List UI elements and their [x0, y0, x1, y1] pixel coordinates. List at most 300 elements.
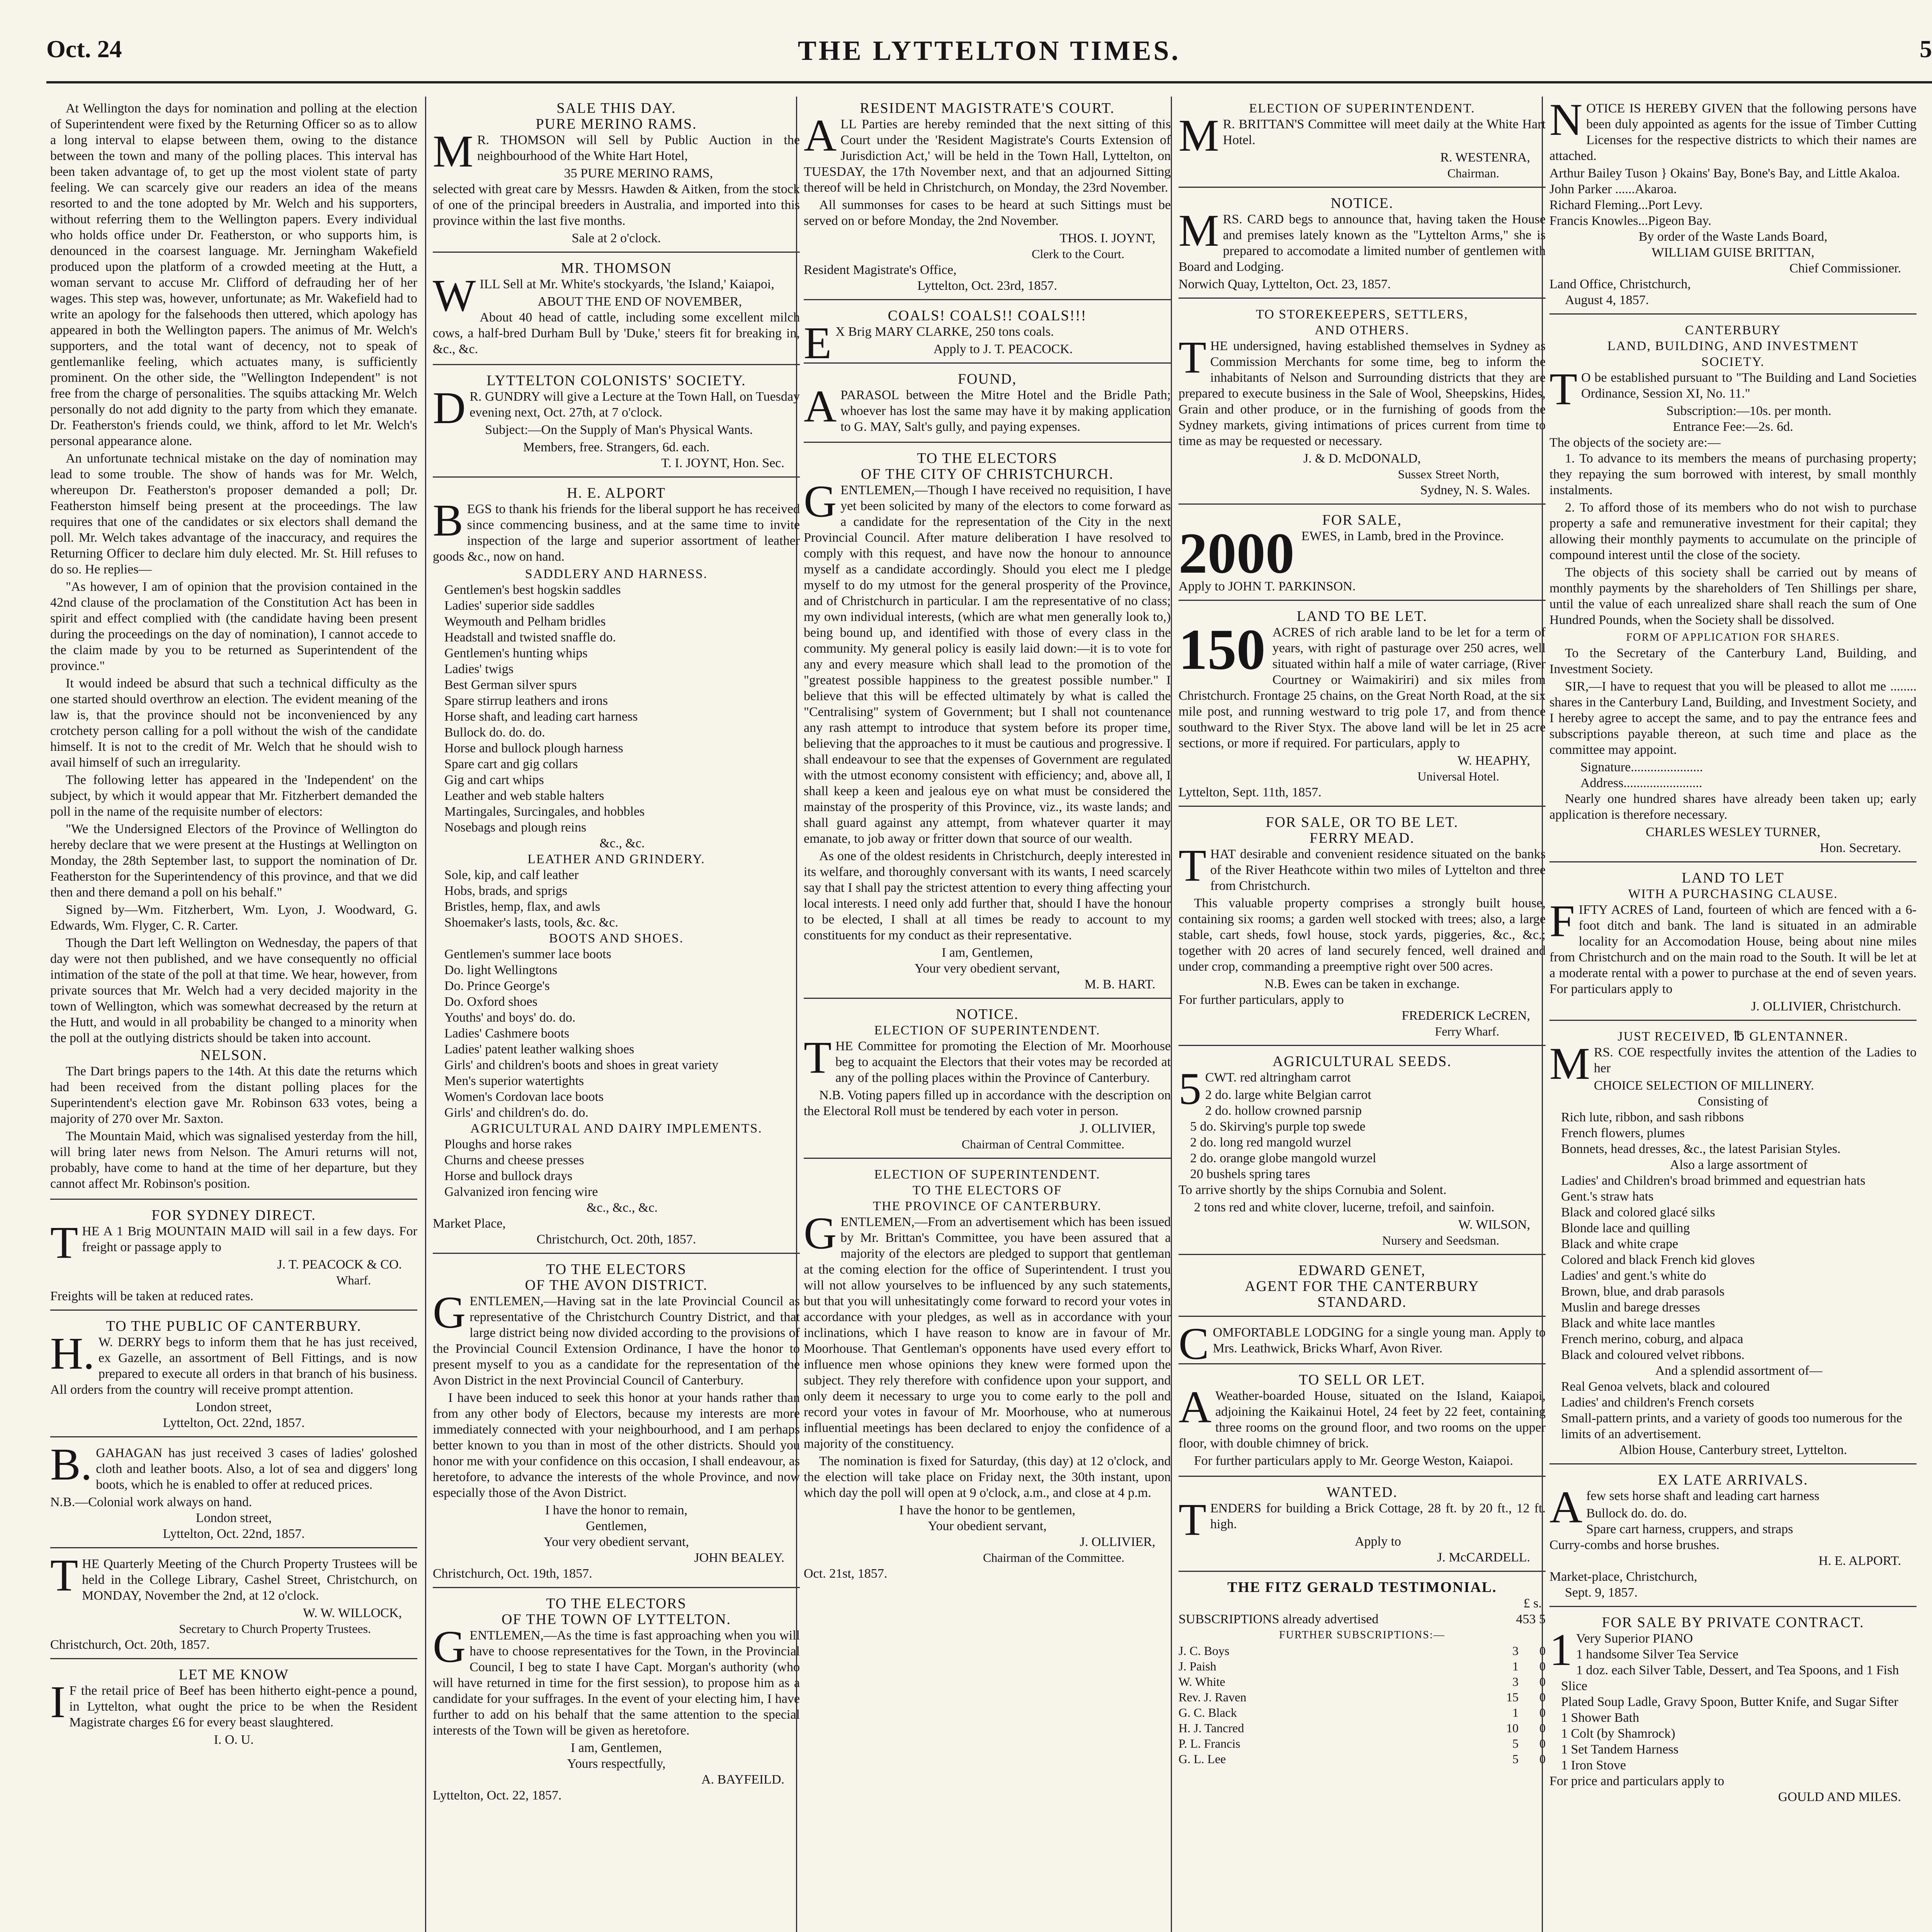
- advert-building-society: [1549, 318, 1917, 862]
- advert-coe-millinery: [1549, 1025, 1917, 1464]
- subscriber-name: P. L. Francis: [1179, 1736, 1240, 1750]
- advert-body: LL Parties are hereby reminded that the next sitting of this Court under the 'Resident Magistrate's Courts Extension of Jurisdiction Act,' will be held in the Town Hall, Lyttelton, on TUESDAY, the 17th November next, and that an adjourned Sitting thereof will be held in Christchurch, on Monday, the 23rd November.: [804, 117, 1171, 195]
- advert-heading: EDWARD GENET,: [1298, 1262, 1426, 1279]
- list-item: Sole, kip, and calf leather: [444, 868, 579, 882]
- table-row: [1179, 1751, 1546, 1767]
- advert-signature: A. BAYFEILD.: [701, 1772, 784, 1787]
- advert-heading: OF THE TOWN OF LYTTELTON.: [501, 1611, 731, 1628]
- drop-cap: T: [1179, 332, 1207, 383]
- shillings: 0: [1539, 1752, 1546, 1766]
- advert-line: 35 PURE MERINO RAMS,: [564, 166, 713, 180]
- fitzgerald-testimonial: [1179, 1576, 1546, 1772]
- closing-line: Your very obedient servant,: [914, 961, 1060, 976]
- list-item: Best German silver spurs: [444, 678, 577, 692]
- advert-line: Entrance Fee:—2s. 6d.: [1673, 420, 1793, 434]
- advert-heading: TO THE ELECTORS: [546, 1595, 687, 1612]
- news-paragraph: Though the Dart left Wellington on Wednesday, the papers of that day were not then published, and we have consequently no official intimation of the state of the poll at that time. We hear, however, from private sources that Mr. Welch had a very decided majority in the town of Wellington, which was somewhat decreased by the return at the Hutt, and would in all probability be changed to a minority when the poll at the outlying districts should be taken into account.: [50, 936, 417, 1045]
- advert-body: HE Committee for promoting the Election of Mr. Moorhouse beg to acquaint the Electors that their votes may be recorded at any of the polling places within the Province of Canterbury.: [835, 1039, 1171, 1085]
- pounds: 3: [1512, 1644, 1519, 1658]
- list-item: Ladies' Cashmere boots: [444, 1026, 570, 1041]
- advert-body: SIR,—I have to request that you will be pleased to allot me ........ shares in the Canterbury Land, Building, and Investment Society, and I hereby agree to accept the same, and to pay the entrance fees and subscriptions payable thereon, at such time and place as the committee may appoint.: [1549, 679, 1917, 757]
- list-item: Black and white lace mantles: [1561, 1316, 1715, 1330]
- subscriptions-total-value: 453 5: [1516, 1612, 1546, 1626]
- advert-heading: TO THE ELECTORS: [546, 1261, 687, 1277]
- closing-line: I have the honor to remain,: [545, 1503, 688, 1517]
- table-row: [1179, 1689, 1546, 1705]
- advert-heading: SALE THIS DAY.: [556, 100, 676, 116]
- drop-cap: T: [50, 1217, 78, 1268]
- drop-cap: G: [433, 1287, 466, 1338]
- list-item: 5 do. Skirving's purple top swede: [1190, 1119, 1366, 1134]
- subscriber-name: Rev. J. Raven: [1179, 1690, 1247, 1704]
- list-item: Horse shaft, and leading cart harness: [444, 709, 638, 724]
- advert-heading: CANTERBURY: [1685, 323, 1781, 337]
- advert-heading: TO STOREKEEPERS, SETTLERS,: [1256, 307, 1468, 321]
- advert-body: I have been induced to seek this honor at your hands rather than from any other body of Electors, because my interests are more immediately connected with your neighbourhood, and I am perhaps better known to you than in most of the other districts. Should you honor me with your confidence on this occasion, I shall endeavour, as heretofore, to advance the interests of the whole Province, and now especially those of the Avon District.: [433, 1391, 800, 1500]
- subscriber-name: W. White: [1179, 1675, 1225, 1689]
- advert-date: August 4, 1857.: [1565, 293, 1649, 307]
- advert-purchasing-clause: [1549, 866, 1917, 1021]
- list-item: Horse and bullock plough harness: [444, 741, 623, 755]
- agent-row: Francis Knowles...Pigeon Bay.: [1549, 214, 1711, 228]
- list-item: Ploughs and horse rakes: [444, 1137, 572, 1151]
- advert-body: About 40 head of cattle, including some excellent milch cows, a half-bred Durham Bull by 'Duke,' steers fit for breaking in, &c., &c.: [433, 310, 800, 356]
- goods-list: [433, 867, 800, 930]
- list-item: Girls' and children's boots and shoes in great variety: [444, 1058, 719, 1072]
- list-item: Ladies' and children's French corsets: [1561, 1395, 1754, 1410]
- list-item: 20 bushels spring tares: [1190, 1167, 1310, 1181]
- column-2: [433, 97, 800, 1932]
- closing-line: Yours respectfully,: [567, 1757, 666, 1771]
- subscriber-name: G. L. Lee: [1179, 1752, 1226, 1766]
- advert-date: Christchurch, Oct. 20th, 1857.: [536, 1232, 696, 1247]
- news-paragraph: Signed by—Wm. Fitzherbert, Wm. Lyon, J. Woodward, G. Edwards, Wm. Flyger, C. R. Carter.: [50, 903, 417, 933]
- drop-cap: T: [1549, 364, 1578, 414]
- shillings: 0: [1539, 1644, 1546, 1658]
- drop-cap: 1: [1549, 1624, 1572, 1675]
- table-row: [1179, 1674, 1546, 1689]
- advert-note: Freights will be taken at reduced rates.: [50, 1289, 253, 1303]
- goods-list: [433, 1136, 800, 1216]
- advert-heading: EX LATE ARRIVALS.: [1658, 1472, 1808, 1488]
- advert-body: The objects of this society shall be carried out by means of monthly payments by the shareholders of Ten Shillings per share, until the value of each unrealized share shall reach the sum of One Hundred Pounds, when the Society shall be dissolved.: [1549, 565, 1917, 627]
- list-item: Ladies' patent leather walking shoes: [444, 1042, 634, 1056]
- news-paragraph: The Dart brings papers to the 14th. At this date the returns which had been received from the distant polling places for the Superintendent's election gave Mr. Robinson 633 votes, being a majority of 270 over Mr. Saxton.: [50, 1064, 417, 1126]
- advert-heading: ELECTION OF SUPERINTENDENT.: [874, 1167, 1100, 1182]
- advert-date: Lyttelton, Oct. 23rd, 1857.: [917, 279, 1057, 293]
- advert-heading: ELECTION OF SUPERINTENDENT.: [1249, 101, 1475, 116]
- advert-body: 2 tons red and white clover, lucerne, trefoil, and sainfoin.: [1194, 1200, 1495, 1214]
- list-item: Black and colored glacé silks: [1561, 1205, 1715, 1219]
- list-item: Women's Cordovan lace boots: [444, 1090, 604, 1104]
- advert-body: HE undersigned, having established themselves in Sydney as Commission Merchants for some time, beg to inform the inhabitants of Nelson and Surrounding districts that they are prepared to execute business in the Sale of Wool, Sheepskins, Hides, Grain and other produce, or in the furnishing of goods from the Sydney markets, giving intimations of prices current from time to time as may be requested or necessary.: [1179, 339, 1546, 448]
- advert-coals: [804, 304, 1171, 368]
- advert-signature: THOS. I. JOYNT,: [1060, 231, 1155, 245]
- advert-signature: H. E. ALPORT.: [1818, 1554, 1901, 1568]
- list-item: Bullock do. do. do.: [1586, 1506, 1687, 1520]
- advert-body: For further particulars apply to Mr. George Weston, Kaiapoi.: [1194, 1454, 1513, 1468]
- advert-signature: I. O. U.: [214, 1733, 254, 1747]
- advert-date: Christchurch, Oct. 20th, 1857.: [50, 1638, 210, 1652]
- advert-body: CWT. red altringham carrot: [1205, 1070, 1351, 1085]
- subscriptions-table: [1179, 1643, 1546, 1767]
- advert-heading: LAND TO LET: [1682, 870, 1784, 886]
- newspaper-title: THE LYTTELTON TIMES.: [798, 35, 1181, 66]
- news-paragraph: The following letter has appeared in the 'Independent' on the subject, by which it would appear that Mr. Fitzherbert demanded the poll in the name of the requisite number of electors:: [50, 773, 417, 819]
- drop-cap: A: [1549, 1482, 1583, 1532]
- advert-heading: FOR SALE, OR TO BE LET.: [1265, 814, 1459, 830]
- shillings: 0: [1539, 1675, 1546, 1689]
- list-item: Girls' and children's do. do.: [444, 1105, 588, 1120]
- advert-body: F the retail price of Beef has been hitherto eight-pence a pound, in Lyttelton, what ought the price to be when the Resident Magistrate charges £6 for every beast slaughtered.: [69, 1684, 417, 1730]
- currency-header: £ s.: [1523, 1596, 1542, 1611]
- list-item: 1 Iron Stove: [1561, 1758, 1626, 1772]
- advert-date: Sept. 9, 1857.: [1565, 1585, 1638, 1600]
- big-number: 2000: [1179, 521, 1294, 585]
- advert-body: IFTY ACRES of Land, fourteen of which are fenced with a 6-foot ditch and bank. The land is situated in an admirable locality for an Accomodation House, being about nine miles from Christchurch and on the main road to the South. It will be let at a moderate rental with a power to purchase at the end of seven years. For particulars apply to: [1549, 903, 1917, 996]
- list-item: Bristles, hemp, flax, and awls: [444, 900, 600, 914]
- advert-signature: J. OLLIVIER,: [1080, 1121, 1155, 1136]
- list-item: &c., &c., &c.: [586, 1201, 658, 1215]
- advert-heading: OF THE AVON DISTRICT.: [525, 1277, 708, 1293]
- advert-body: ENTLEMEN,—Having sat in the late Provincial Council as representative of the Christchurch Country District, and that large district being now divided according to the provisions of the Provincial Council Extension Ordinance, I have the honor to present myself to you as a candidate for the representation of the Avon District in the next Provincial Council of Canterbury.: [433, 1294, 800, 1388]
- advert-heading: LYTTELTON COLONISTS' SOCIETY.: [486, 372, 746, 389]
- list-item: Very Superior PIANO: [1576, 1631, 1693, 1646]
- advert-signature-line: Chairman of Central Committee.: [961, 1137, 1124, 1151]
- advert-signature-line: Clerk to the Court.: [1032, 247, 1124, 261]
- column-1: [50, 97, 417, 1932]
- advert-date: Norwich Quay, Lyttelton, Oct. 23, 1857.: [1179, 277, 1391, 291]
- pounds: 1: [1512, 1659, 1519, 1673]
- drop-cap: T: [1179, 840, 1207, 891]
- advert-land-to-let: [1179, 605, 1546, 807]
- advert-signature: R. WESTENRA,: [1440, 150, 1530, 165]
- drop-cap: B.: [50, 1439, 92, 1490]
- list-item: Shoemaker's lasts, tools, &c. &c.: [444, 915, 618, 930]
- list-item: Churns and cheese presses: [444, 1153, 584, 1167]
- list-item: Spare stirrup leathers and irons: [444, 694, 608, 708]
- issue-date: Oct. 24: [46, 35, 122, 63]
- advert-wanted: [1179, 1481, 1546, 1572]
- advert-body: N.B. Voting papers filled up in accordance with the description on the Electoral Roll must be tendered by each voter in person.: [804, 1088, 1171, 1118]
- list-item: Bullock do. do. do.: [444, 725, 545, 740]
- form-heading: FORM OF APPLICATION FOR SHARES.: [1626, 631, 1840, 643]
- advert-heading: H. E. ALPORT: [566, 485, 666, 501]
- list-item: 1 Colt (by Shamrock): [1561, 1726, 1675, 1741]
- advert-body: RS. COE respectfully invites the attention of the Ladies to her: [1594, 1045, 1917, 1075]
- list-item: Brown, blue, and drab parasols: [1561, 1284, 1725, 1299]
- advert-body: HE Quarterly Meeting of the Church Property Trustees will be held in the College Library, Cashel Street, Christchurch, on MONDAY, November the 2nd, at 12 o'clock.: [82, 1557, 417, 1603]
- drop-cap: T: [50, 1550, 78, 1600]
- advert-brittan-committee: [1179, 97, 1546, 188]
- advert-moorhouse-committee: [804, 1003, 1171, 1159]
- list-item: Also a large assortment of: [1670, 1158, 1808, 1172]
- list-item: 2 do. large white Belgian carrot: [1205, 1088, 1371, 1102]
- advert-body: To arrive shortly by the ships Cornubia and Solent.: [1179, 1183, 1447, 1197]
- list-item: Gentlemen's summer lace boots: [444, 947, 611, 961]
- advert-date: Christchurch, Oct. 19th, 1857.: [433, 1566, 592, 1581]
- drop-cap: G: [804, 476, 837, 527]
- goods-list: [433, 946, 800, 1121]
- advert-heading: LET ME KNOW: [179, 1667, 289, 1683]
- advert-heading: TO THE ELECTORS OF: [912, 1183, 1062, 1197]
- advert-heading: SOCIETY.: [1701, 355, 1765, 369]
- advert-address: Resident Magistrate's Office,: [804, 263, 957, 277]
- advert-body: ILL Sell at Mr. White's stockyards, 'the Island,' Kaiapoi,: [480, 277, 774, 291]
- advert-note: N.B.—Colonial work always on hand.: [50, 1495, 252, 1509]
- advert-derry: [50, 1315, 417, 1437]
- list-heading: LEATHER AND GRINDERY.: [527, 852, 705, 866]
- wellington-news: [50, 97, 417, 1200]
- advert-heading: NOTICE.: [956, 1006, 1019, 1022]
- advert-heading: TO SELL OR LET.: [1299, 1372, 1425, 1388]
- list-item: And a splendid assortment of—: [1655, 1364, 1823, 1378]
- big-number: 150: [1179, 617, 1265, 682]
- list-item: Martingales, Surcingales, and hobbles: [444, 804, 645, 819]
- advert-date: Lyttelton, Oct. 22nd, 1857.: [163, 1416, 305, 1430]
- advert-kaiapoi-house: [1179, 1368, 1546, 1477]
- advert-body: ACRES of rich arable land to be let for a term of years, with right of pasturage over 250 acres, well situated within half a mile of water carriage, (River Courtney or Waimakiriri) and six miles from Christchurch. Frontage 25 chains, on the Great North Road, at the six mile post, and running westward to trig pole 17, and from thence southward to the River Styx. The above land will be let in 25 acre sections, or more if required. For particulars, apply to: [1179, 625, 1546, 750]
- advert-address: London street,: [196, 1511, 272, 1525]
- advert-heading: ELECTION OF SUPERINTENDENT.: [874, 1023, 1100, 1037]
- advert-date: Lyttelton, Oct. 22nd, 1857.: [163, 1527, 305, 1541]
- news-paragraph: "We the Undersigned Electors of the Province of Wellington do hereby declare that we were present at the Hustings at Wellington on Monday, the 28th September last, to support the nomination of Dr. Featherston for the Superintendency of this province, and that we did then and there demand a poll on his behalf.": [50, 822, 417, 900]
- advert-body: selected with great care by Messrs. Hawden & Aitken, from the stock of one of the principal breeders in Australia, and imported into this province within the last five months.: [433, 182, 800, 228]
- advert-signature-line: Chairman of the Committee.: [983, 1551, 1124, 1565]
- shillings: 0: [1539, 1721, 1546, 1735]
- advert-colonists-society: [433, 369, 800, 478]
- list-item: Weymouth and Pelham bridles: [444, 614, 606, 629]
- advert-date: Lyttelton, Oct. 22, 1857.: [433, 1788, 562, 1803]
- advert-heading: OF THE CITY OF CHRISTCHURCH.: [861, 466, 1114, 482]
- advert-body: Weather-boarded House, situated on the Island, Kaiapoi, adjoining the Kaikainui Hotel, 24 feet by 22 feet, containing three rooms on the ground floor, and two rooms on the upper floor, with double chimney of brick.: [1179, 1389, 1546, 1451]
- advert-bealey: [433, 1258, 800, 1588]
- list-heading: BOOTS AND SHOES.: [549, 931, 684, 946]
- advert-seeds: [1179, 1050, 1546, 1255]
- list-item: Colored and black French kid gloves: [1561, 1253, 1755, 1267]
- advert-lodging: [1179, 1318, 1546, 1369]
- advert-late-arrivals: [1549, 1468, 1917, 1607]
- advert-card: [1179, 192, 1546, 299]
- advert-ollivier-election: [804, 1163, 1171, 1587]
- advert-heading: THE FITZ GERALD TESTIMONIAL.: [1227, 1579, 1497, 1595]
- drop-cap: B: [433, 495, 463, 546]
- advert-address: Land Office, Christchurch,: [1549, 277, 1691, 291]
- advert-signature: W. HEAPHY,: [1458, 753, 1530, 768]
- advert-ferry-mead: [1179, 811, 1546, 1046]
- agent-row: Arthur Bailey Tuson } Okains' Bay, Bone's Bay, and Little Akaloa.: [1549, 166, 1900, 180]
- advert-timber-licenses: [1549, 97, 1917, 315]
- advert-line: Subscription:—10s. per month.: [1666, 404, 1832, 418]
- advert-heading: PURE MERINO RAMS.: [536, 116, 697, 132]
- advert-body: EWES, in Lamb, bred in the Province.: [1301, 529, 1504, 543]
- subscriber-name: G. C. Black: [1179, 1706, 1237, 1719]
- advert-heading: STANDARD.: [1317, 1294, 1407, 1310]
- list-item: Plated Soup Ladle, Gravy Spoon, Butter Knife, and Sugar Sifter: [1561, 1695, 1898, 1709]
- subscriptions-total-row: [1179, 1611, 1546, 1627]
- advert-heading: FOR SALE BY PRIVATE CONTRACT.: [1602, 1614, 1864, 1631]
- list-item: 1 Set Tandem Harness: [1561, 1742, 1679, 1757]
- advert-signature: CHARLES WESLEY TURNER,: [1646, 825, 1820, 839]
- table-row: [1179, 1643, 1546, 1658]
- advert-church-trustees: [50, 1552, 417, 1659]
- advert-body: PARASOL between the Mitre Hotel and the Bridle Path; whoever has lost the same may have it by making application to G. MAY, Salt's gully, and paying expenses.: [840, 388, 1171, 434]
- list-item: Gent.'s straw hats: [1561, 1189, 1654, 1204]
- advert-signature-line: Wharf.: [336, 1273, 371, 1287]
- advert-body: All summonses for cases to be heard at such Sittings must be served on or before Monday, the 2nd November.: [804, 198, 1171, 228]
- advert-ewes: [1179, 509, 1546, 601]
- advert-alport: [433, 481, 800, 1254]
- drop-cap: D: [433, 383, 466, 433]
- list-item: Bonnets, head dresses, &c., the latest Parisian Styles.: [1561, 1142, 1841, 1156]
- advert-signature: J. OLLIVIER, Christchurch.: [1751, 999, 1901, 1014]
- advert-body: RS. CARD begs to announce that, having taken the House and premises lately known as the "Lyttelton Arms," she is prepared to accomodate a limited number of gentlemen with Board and Lodging.: [1179, 212, 1546, 274]
- drop-cap: A: [804, 110, 837, 161]
- subscriber-name: H. J. Tancred: [1179, 1721, 1244, 1735]
- list-item: 2 do. long red mangold wurzel: [1190, 1135, 1352, 1150]
- advert-body: As one of the oldest residents in Christchurch, deeply interested in its welfare, and thoroughly conversant with its wants, I need scarcely say that I shall pay the strictest attention to every thing affecting your local interests. I need only add further that, should I have the honour to be elected, I shall at all times be ready to account to my constituents for my conduct as their representative.: [804, 849, 1171, 942]
- list-item: French merino, coburg, and alpaca: [1561, 1332, 1743, 1346]
- goods-list: [433, 582, 800, 851]
- advert-heading: AND OTHERS.: [1315, 323, 1410, 337]
- shillings: 0: [1539, 1659, 1546, 1673]
- pounds: 3: [1512, 1675, 1519, 1689]
- form-signature-field: Signature......................: [1580, 760, 1703, 774]
- advert-heading: AGRICULTURAL SEEDS.: [1272, 1053, 1452, 1070]
- advert-body: HE A 1 Brig MOUNTAIN MAID will sail in a few days. For freight or passage apply to: [82, 1224, 417, 1254]
- advert-body: This valuable property comprises a strongly built house, containing six rooms; a garden well stocked with trees; also, a large stable, cart sheds, fowl house, stock yards, piggeries, &c., &c.; together with 20 acres of land securely fenced, well drained and under crop, commanding a preemptive right over 500 acres.: [1179, 896, 1546, 974]
- pounds: 5: [1512, 1752, 1519, 1766]
- list-item: Horse and bullock drays: [444, 1169, 573, 1183]
- drop-cap: T: [804, 1032, 832, 1083]
- advert-body: Nearly one hundred shares have already been taken up; early application is therefore necessary.: [1549, 792, 1917, 822]
- closing-line: Your very obedient servant,: [543, 1535, 689, 1549]
- advert-signature: J. McCARDELL.: [1437, 1550, 1530, 1565]
- list-item: Galvanized iron fencing wire: [444, 1185, 598, 1199]
- drop-cap: M: [1179, 110, 1219, 161]
- closing-line: I am, Gentlemen,: [941, 946, 1033, 960]
- drop-cap: W: [433, 270, 476, 321]
- advert-signature-line: Chairman.: [1447, 166, 1499, 180]
- column-4: [1179, 97, 1546, 1932]
- closing-line: Your obedient servant,: [928, 1519, 1047, 1533]
- list-item: 1 handsome Silver Tea Service: [1576, 1647, 1738, 1662]
- subscriber-name: J. Paish: [1179, 1659, 1216, 1673]
- advert-heading: FERRY MEAD.: [1310, 830, 1415, 846]
- seed-list: [1179, 1087, 1546, 1182]
- list-item: Black and white crape: [1561, 1237, 1679, 1251]
- advert-body: Subject:—On the Supply of Man's Physical Wants.: [485, 423, 753, 437]
- advert-heading: FOUND,: [957, 371, 1017, 387]
- drop-cap: M: [1549, 1038, 1590, 1089]
- advert-heading: WANTED.: [1327, 1484, 1398, 1500]
- advert-apply: Apply to J. T. PEACOCK.: [933, 342, 1073, 356]
- advert-signature: J. T. PEACOCK & CO.: [277, 1257, 402, 1272]
- advert-address: London street,: [196, 1400, 272, 1414]
- advert-line: Consisting of: [1697, 1094, 1769, 1109]
- advert-signature-line: Sussex Street North,: [1398, 467, 1499, 481]
- closing-line: I am, Gentlemen,: [570, 1741, 662, 1755]
- advert-line: Members, free. Strangers, 6d. each.: [523, 440, 710, 454]
- advert-signature-line: Nursery and Seedsman.: [1382, 1233, 1499, 1247]
- drop-cap: T: [1179, 1494, 1207, 1545]
- list-item: Leather and web stable halters: [444, 789, 604, 803]
- agent-row: Richard Fleming...Port Levy.: [1549, 198, 1703, 212]
- advert-signature: W. WILSON,: [1458, 1218, 1530, 1232]
- pounds: 1: [1512, 1706, 1519, 1719]
- advert-gahagan: [50, 1441, 417, 1548]
- advert-line: By order of the Waste Lands Board,: [1638, 230, 1828, 244]
- advert-heading: WITH A PURCHASING CLAUSE.: [1628, 887, 1838, 901]
- advert-body: To the Secretary of the Canterbury Land, Building, and Investment Society.: [1549, 646, 1917, 676]
- advert-body: ENDERS for building a Brick Cottage, 28 ft. by 20 ft., 12 ft. high.: [1210, 1501, 1546, 1531]
- list-item: Gig and cart whips: [444, 773, 544, 787]
- list-item: Do. Prince George's: [444, 979, 550, 993]
- drop-cap: M: [433, 126, 473, 177]
- list-item: French flowers, plumes: [1561, 1126, 1685, 1140]
- advert-address: Market-place, Christchurch,: [1549, 1570, 1697, 1584]
- page-number: 5: [1920, 35, 1932, 63]
- list-item: 1 Shower Bath: [1561, 1711, 1639, 1725]
- further-subscriptions-heading: FURTHER SUBSCRIPTIONS:—: [1279, 1629, 1445, 1641]
- drop-cap: E: [804, 318, 832, 368]
- list-item: Men's superior watertights: [444, 1074, 584, 1088]
- list-item: 2 do. orange globe mangold wurzel: [1190, 1151, 1376, 1165]
- list-heading: SADDLERY AND HARNESS.: [525, 567, 708, 581]
- news-paragraph: "As however, I am of opinion that the provision contained in the 42nd clause of the proclamation of the Constitution Act has been in spirit and effect complied with (the candidate having been present during the proceedings on the day of nomination), I cannot accede to the claim made by you to be returned as Superintendent of the province.": [50, 580, 417, 673]
- advert-hart: [804, 447, 1171, 999]
- advert-signature: T. I. JOYNT, Hon. Sec.: [661, 456, 784, 470]
- advert-heading: TO THE PUBLIC OF CANTERBURY.: [106, 1318, 362, 1334]
- list-item: Gentlemen's best hogskin saddles: [444, 583, 621, 597]
- advert-heading: FOR SALE,: [1322, 512, 1402, 528]
- advert-private-contract: [1549, 1611, 1917, 1810]
- millinery-list: [1549, 1109, 1917, 1442]
- list-item: &c., &c.: [599, 836, 645, 850]
- advert-heading: THE PROVINCE OF CANTERBURY.: [873, 1199, 1102, 1213]
- shillings: 0: [1539, 1690, 1546, 1704]
- advert-found-parasol: [804, 367, 1171, 443]
- advert-heading: JUST RECEIVED, ℔ GLENTANNER.: [1617, 1029, 1849, 1044]
- form-address-field: Address........................: [1580, 776, 1702, 790]
- table-row: [1179, 1658, 1546, 1674]
- advert-body: ENTLEMEN,—From an advertisement which has been issued by Mr. Brittan's Committee, you have been assured that a majority of the electors are pledged to support that gentleman at the coming election for the office of Superintendent. I trust you will not allow yourselves to be influenced by any such statements, but that you will unhesitatingly come forward to record your votes in accordance with your pledges, as well as in accordance with your inclinations, which I have reason to know are in favour of Mr. Moorhouse. That Gentleman's opponents have used every effort to influence men whose opinions they knew were formed upon the subject. They rely therefore with confidence upon your support, and only deem it necessary to urge you to come early to the poll and record your votes in favour of Mr. Moorhouse, who at numerous influential meetings has been declared to enjoy the confidence of a majority of the constituency.: [804, 1215, 1171, 1451]
- list-heading: AGRICULTURAL AND DAIRY IMPLEMENTS.: [470, 1121, 762, 1136]
- advert-body: GAHAGAN has just received 3 cases of ladies' goloshed cloth and leather boots. Also, a lot of sea and diggers' long boots, which he is enabled to offer at reduced prices.: [96, 1446, 417, 1492]
- list-item: Curry-combs and horse brushes.: [1549, 1538, 1720, 1552]
- drop-cap: G: [804, 1208, 837, 1259]
- advert-heading: FOR SYDNEY DIRECT.: [151, 1207, 316, 1223]
- advert-apply: Apply to: [1355, 1534, 1401, 1549]
- sale-list: [1549, 1624, 1917, 1773]
- advert-signature: WILLIAM GUISE BRITTAN,: [1651, 245, 1815, 260]
- list-item: Real Genoa velvets, black and coloured: [1561, 1379, 1770, 1394]
- advert-apply: Apply to JOHN T. PARKINSON.: [1179, 579, 1356, 594]
- advert-address: Albion House, Canterbury street, Lyttelton.: [1619, 1443, 1847, 1457]
- column-rule: [1171, 97, 1172, 1932]
- advert-body: OMFORTABLE LODGING for a single young man. Apply to Mrs. Leathwick, Bricks Wharf, Avon River.: [1213, 1325, 1546, 1355]
- advert-heading: AGENT FOR THE CANTERBURY: [1245, 1278, 1480, 1294]
- advert-signature: W. W. WILLOCK,: [303, 1606, 402, 1620]
- advert-note: N.B. Ewes can be taken in exchange.: [1264, 977, 1460, 991]
- advert-body: The nomination is fixed for Saturday, (this day) at 12 o'clock, and the election will take place on Friday next, the 30th instant, upon which day the poll will open at 9 o'clock, a.m., and close at 4 p.m.: [804, 1454, 1171, 1500]
- advert-signature: FREDERICK LeCREN,: [1401, 1009, 1530, 1023]
- list-item: Do. Oxford shoes: [444, 995, 537, 1009]
- closing-line: Gentlemen,: [586, 1519, 647, 1533]
- news-paragraph: The Mountain Maid, which was signalised yesterday from the hill, will bring later news from Nelson. The Amuri returns will not, probably, have come to hand at the time of her departure, but they cannot affect Mr. Robinson's position.: [50, 1129, 417, 1191]
- shillings: 0: [1539, 1736, 1546, 1750]
- advert-date: Lyttelton, Sept. 11th, 1857.: [1179, 785, 1321, 799]
